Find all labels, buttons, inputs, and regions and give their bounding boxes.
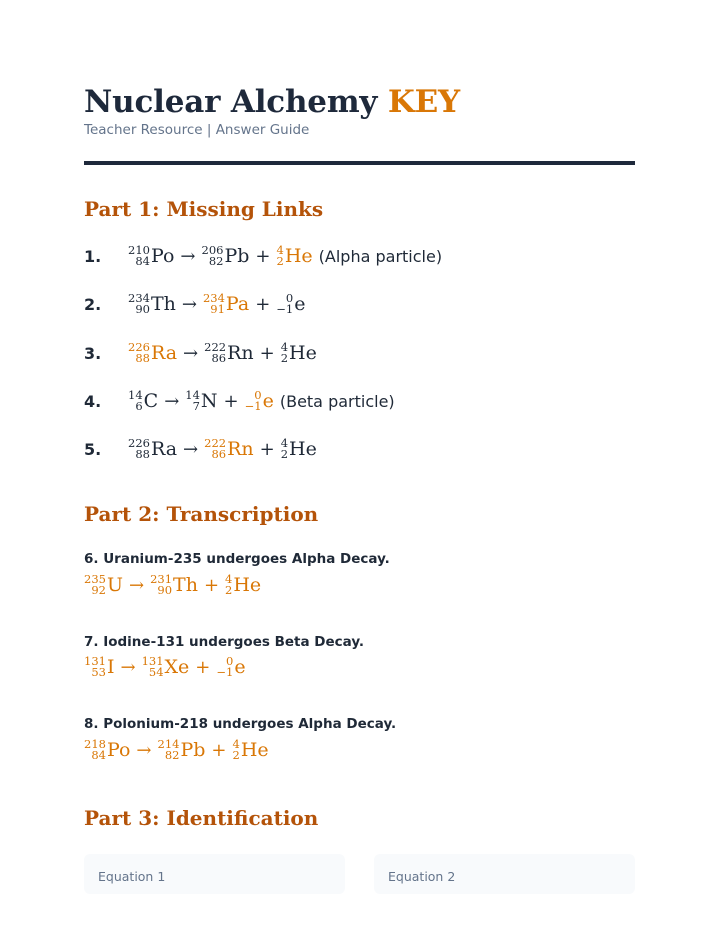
mass-number: 234 bbox=[202, 291, 225, 305]
nuclide bbox=[150, 574, 198, 596]
plus-sign: + bbox=[203, 574, 220, 596]
mass-number: 210 bbox=[128, 243, 150, 257]
title-text: Nuclear Alchemy bbox=[84, 84, 378, 120]
nuclide bbox=[84, 656, 114, 678]
atomic-number: 6 bbox=[135, 399, 143, 413]
nuclide bbox=[128, 438, 177, 460]
nuclide bbox=[276, 293, 305, 315]
atomic-number: −1 bbox=[216, 665, 234, 679]
mass-number: 231 bbox=[150, 572, 173, 586]
part1-item-3 bbox=[84, 336, 317, 370]
item-number: 2. bbox=[84, 294, 102, 314]
nuclear-equation bbox=[128, 342, 317, 364]
element-symbol: Pb bbox=[180, 739, 206, 761]
part1-item-2 bbox=[84, 287, 305, 321]
plus-sign: + bbox=[223, 390, 239, 412]
plus-sign: + bbox=[211, 739, 227, 761]
mass-number: 214 bbox=[157, 737, 180, 751]
part2-question-8: 8. Polonium-218 undergoes Alpha Decay. bbox=[84, 716, 397, 732]
atomic-number: 7 bbox=[192, 399, 200, 413]
element-symbol: Pa bbox=[225, 293, 250, 315]
mass-number: 0 bbox=[254, 388, 262, 402]
title-accent: KEY bbox=[387, 84, 460, 120]
element-symbol: N bbox=[200, 390, 218, 412]
part1-item-4 bbox=[84, 384, 395, 418]
atomic-number: 90 bbox=[135, 302, 150, 316]
mass-number: 226 bbox=[128, 340, 150, 354]
atomic-number: 2 bbox=[276, 254, 284, 268]
nuclide bbox=[128, 293, 176, 315]
mass-number: 14 bbox=[128, 388, 143, 402]
element-symbol: Pb bbox=[224, 245, 250, 267]
mass-number: 206 bbox=[201, 243, 224, 257]
nuclear-equation bbox=[128, 438, 317, 460]
nuclide bbox=[202, 245, 250, 267]
mass-number: 234 bbox=[128, 291, 150, 305]
mass-number: 131 bbox=[141, 654, 164, 668]
nuclide bbox=[142, 656, 190, 678]
arrow-icon: → bbox=[120, 656, 136, 678]
element-symbol: He bbox=[284, 245, 313, 267]
atomic-number: 90 bbox=[157, 583, 173, 597]
mass-number: 222 bbox=[204, 436, 227, 450]
mass-number: 218 bbox=[84, 737, 106, 751]
element-symbol: U bbox=[106, 574, 123, 596]
mass-number: 4 bbox=[276, 243, 284, 257]
element-symbol: He bbox=[240, 739, 269, 761]
nuclear-equation bbox=[128, 293, 305, 315]
part3-heading: Part 3: Identification bbox=[84, 806, 319, 830]
page-title bbox=[84, 84, 460, 120]
part1-item-1 bbox=[84, 239, 442, 273]
atomic-number: 86 bbox=[211, 447, 227, 461]
arrow-icon: → bbox=[183, 342, 199, 364]
nuclide bbox=[277, 245, 313, 267]
atomic-number: 84 bbox=[91, 748, 106, 762]
nuclide bbox=[245, 390, 274, 412]
atomic-number: 91 bbox=[210, 302, 225, 316]
atomic-number: 2 bbox=[232, 748, 240, 762]
nuclear-equation bbox=[128, 390, 274, 412]
nuclide bbox=[84, 739, 130, 761]
nuclide bbox=[84, 574, 123, 596]
plus-sign: + bbox=[255, 245, 271, 267]
mass-number: 235 bbox=[84, 572, 106, 586]
item-note: (Beta particle) bbox=[279, 391, 395, 411]
item-number: 1. bbox=[84, 246, 102, 266]
atomic-number: 92 bbox=[91, 583, 106, 597]
element-symbol: He bbox=[289, 438, 317, 460]
nuclear-equation-answer bbox=[84, 739, 269, 761]
card-label: Equation 2 bbox=[388, 869, 456, 884]
element-symbol: e bbox=[234, 656, 246, 678]
element-symbol: Ra bbox=[150, 438, 178, 460]
arrow-icon: → bbox=[180, 245, 196, 267]
card-label: Equation 1 bbox=[98, 869, 166, 884]
element-symbol: Th bbox=[173, 574, 198, 596]
mass-number: 4 bbox=[280, 340, 289, 354]
element-symbol: Po bbox=[150, 245, 175, 267]
header-divider bbox=[84, 161, 635, 165]
arrow-icon: → bbox=[128, 574, 145, 596]
element-symbol: He bbox=[289, 342, 317, 364]
element-symbol: Ra bbox=[150, 342, 178, 364]
item-number: 5. bbox=[84, 439, 102, 459]
plus-sign: + bbox=[255, 293, 271, 315]
plus-sign: + bbox=[259, 342, 275, 364]
nuclide bbox=[233, 739, 269, 761]
part1-item-5 bbox=[84, 432, 317, 466]
element-symbol: Rn bbox=[227, 438, 254, 460]
mass-number: 222 bbox=[204, 340, 227, 354]
mass-number: 0 bbox=[285, 291, 294, 305]
page-subtitle: Teacher Resource | Answer Guide bbox=[84, 122, 310, 138]
item-number: 4. bbox=[84, 391, 102, 411]
nuclide bbox=[203, 293, 249, 315]
element-symbol: Th bbox=[150, 293, 176, 315]
arrow-icon: → bbox=[181, 293, 197, 315]
element-symbol: C bbox=[143, 390, 159, 412]
element-symbol: He bbox=[233, 574, 262, 596]
atomic-number: 2 bbox=[225, 583, 233, 597]
mass-number: 226 bbox=[128, 436, 150, 450]
element-symbol: Xe bbox=[164, 656, 190, 678]
arrow-icon: → bbox=[136, 739, 152, 761]
nuclide bbox=[281, 438, 317, 460]
nuclide bbox=[158, 739, 206, 761]
atomic-number: −1 bbox=[276, 302, 294, 316]
mass-number: 4 bbox=[280, 436, 289, 450]
mass-number: 131 bbox=[84, 654, 106, 668]
nuclide bbox=[185, 390, 217, 412]
element-symbol: e bbox=[262, 390, 274, 412]
part2-heading: Part 2: Transcription bbox=[84, 502, 319, 526]
atomic-number: 54 bbox=[148, 665, 164, 679]
atomic-number: 53 bbox=[91, 665, 106, 679]
arrow-icon: → bbox=[164, 390, 180, 412]
equation-card-1[interactable] bbox=[84, 854, 345, 894]
arrow-icon: → bbox=[183, 438, 199, 460]
nuclide bbox=[128, 390, 158, 412]
element-symbol: Rn bbox=[227, 342, 254, 364]
nuclide bbox=[204, 342, 254, 364]
nuclide bbox=[225, 574, 261, 596]
item-number: 3. bbox=[84, 343, 102, 363]
mass-number: 0 bbox=[226, 654, 234, 668]
item-note: (Alpha particle) bbox=[318, 246, 443, 266]
part1-heading: Part 1: Missing Links bbox=[84, 197, 324, 221]
part2-question-6: 6. Uranium-235 undergoes Alpha Decay. bbox=[84, 551, 390, 567]
atomic-number: 86 bbox=[211, 351, 227, 365]
atomic-number: −1 bbox=[244, 399, 262, 413]
element-symbol: e bbox=[294, 293, 306, 315]
atomic-number: 88 bbox=[135, 447, 150, 461]
plus-sign: + bbox=[259, 438, 275, 460]
atomic-number: 2 bbox=[280, 447, 289, 461]
atomic-number: 84 bbox=[135, 254, 150, 268]
mass-number: 14 bbox=[185, 388, 200, 402]
nuclear-equation-answer bbox=[84, 574, 261, 596]
nuclear-equation bbox=[128, 245, 313, 267]
atomic-number: 82 bbox=[164, 748, 180, 762]
plus-sign: + bbox=[195, 656, 211, 678]
element-symbol: Po bbox=[106, 739, 131, 761]
nuclide bbox=[128, 245, 174, 267]
mass-number: 4 bbox=[225, 572, 233, 586]
element-symbol: I bbox=[106, 656, 115, 678]
nuclide bbox=[128, 342, 177, 364]
equation-card-2[interactable] bbox=[374, 854, 635, 894]
nuclear-equation-answer bbox=[84, 656, 246, 678]
atomic-number: 2 bbox=[280, 351, 289, 365]
nuclide bbox=[281, 342, 317, 364]
nuclide bbox=[204, 438, 254, 460]
atomic-number: 88 bbox=[135, 351, 150, 365]
mass-number: 4 bbox=[232, 737, 240, 751]
part2-question-7: 7. Iodine-131 undergoes Beta Decay. bbox=[84, 634, 365, 650]
atomic-number: 82 bbox=[208, 254, 224, 268]
nuclide bbox=[216, 656, 245, 678]
